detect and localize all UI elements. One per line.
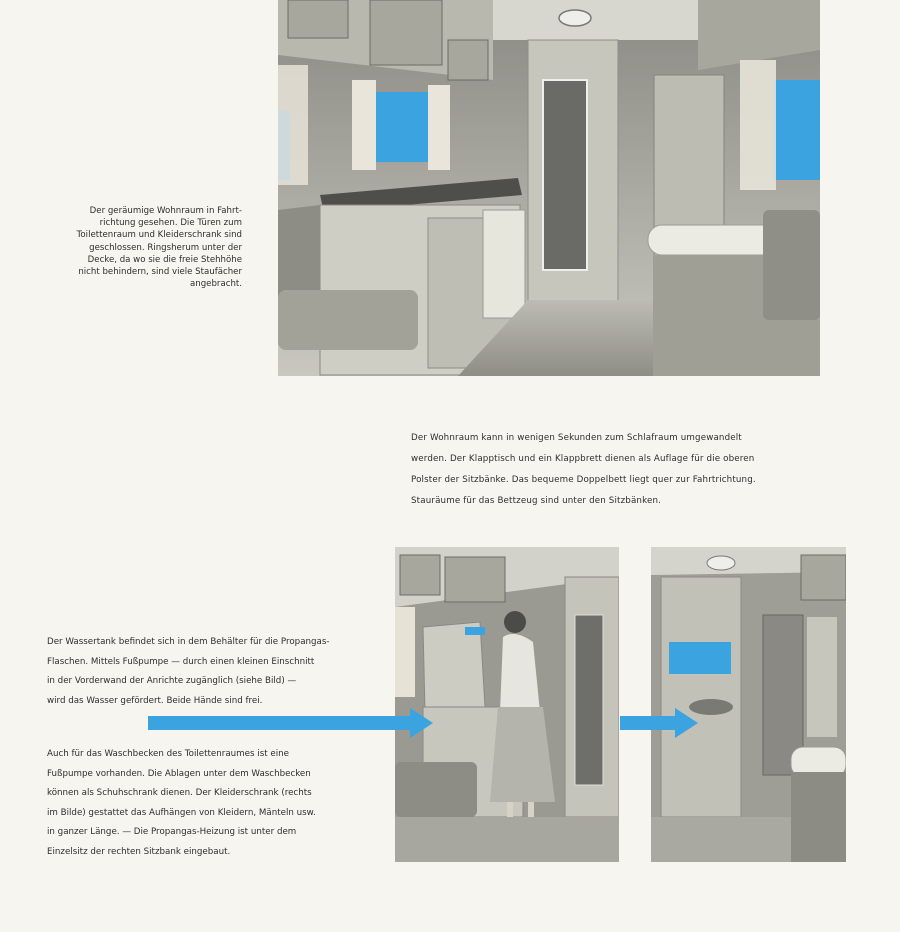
caption-washbasin [47,745,387,862]
caption-living-room [18,205,242,290]
caption-line: Der Wohnraum kann in wenigen Sekunden zum Schlafraum umgewandelt [411,433,742,443]
caption-line: Flaschen. Mittels Fußpumpe — durch einen kleinen Einschnitt [47,656,315,667]
caption-line: nicht behindern, sind viele Staufächer [78,267,242,278]
caption-line: Der geräumige Wohnraum in Fahrt- [89,206,242,216]
living-room-photo [278,0,820,376]
caption-line: Einzelsitz der rechten Sitzbank eingebaut. [47,846,231,857]
caption-line: im Bilde) gestattet das Aufhängen von Kleidern, Mänteln usw. [47,807,316,818]
caption-line: Auch für das Waschbecken des Toilettenraumes ist eine [47,749,289,759]
caption-line: Stauräume für das Bettzeug sind unter den Sitzbänken. [411,496,662,506]
caption-line: Decke, da wo sie die freie Stehhöhe [87,254,242,265]
caption-line: in der Vorderwand der Anrichte zugänglich (siehe Bild) — [47,676,297,686]
caption-line: können als Schuhschrank dienen. Der Kleiderschrank (rechts [47,788,312,798]
caption-line: Fußpumpe vorhanden. Die Ablagen unter dem Waschbecken [47,768,311,779]
caption-line: geschlossen. Ringsherum unter der [89,242,242,253]
caption-line: wird das Wasser gefördert. Beide Hände sind frei. [47,695,263,706]
caption-line: werden. Der Klapptisch und ein Klappbrett dienen als Auflage für die oberen [411,454,755,464]
caption-line: Der Wassertank befindet sich in dem Behälter für die Propangas- [47,637,330,647]
caption-line: angebracht. [190,279,242,290]
caption-line: in ganzer Länge. — Die Propangas-Heizung ist unter dem [47,827,297,837]
kitchen-photo [395,547,619,862]
arrow-to-washroom-icon [620,708,698,738]
caption-sleeping [411,428,831,512]
washroom-wardrobe-photo [651,547,846,862]
caption-water-tank [47,633,387,711]
caption-line: Toilettenraum und Kleiderschrank sind [76,230,242,241]
arrow-to-kitchen-icon [148,708,433,738]
caption-line: Polster der Sitzbänke. Das bequeme Doppelbett liegt quer zur Fahrtrichtung. [411,475,756,485]
caption-line: richtung gesehen. Die Türen zum [99,218,242,229]
